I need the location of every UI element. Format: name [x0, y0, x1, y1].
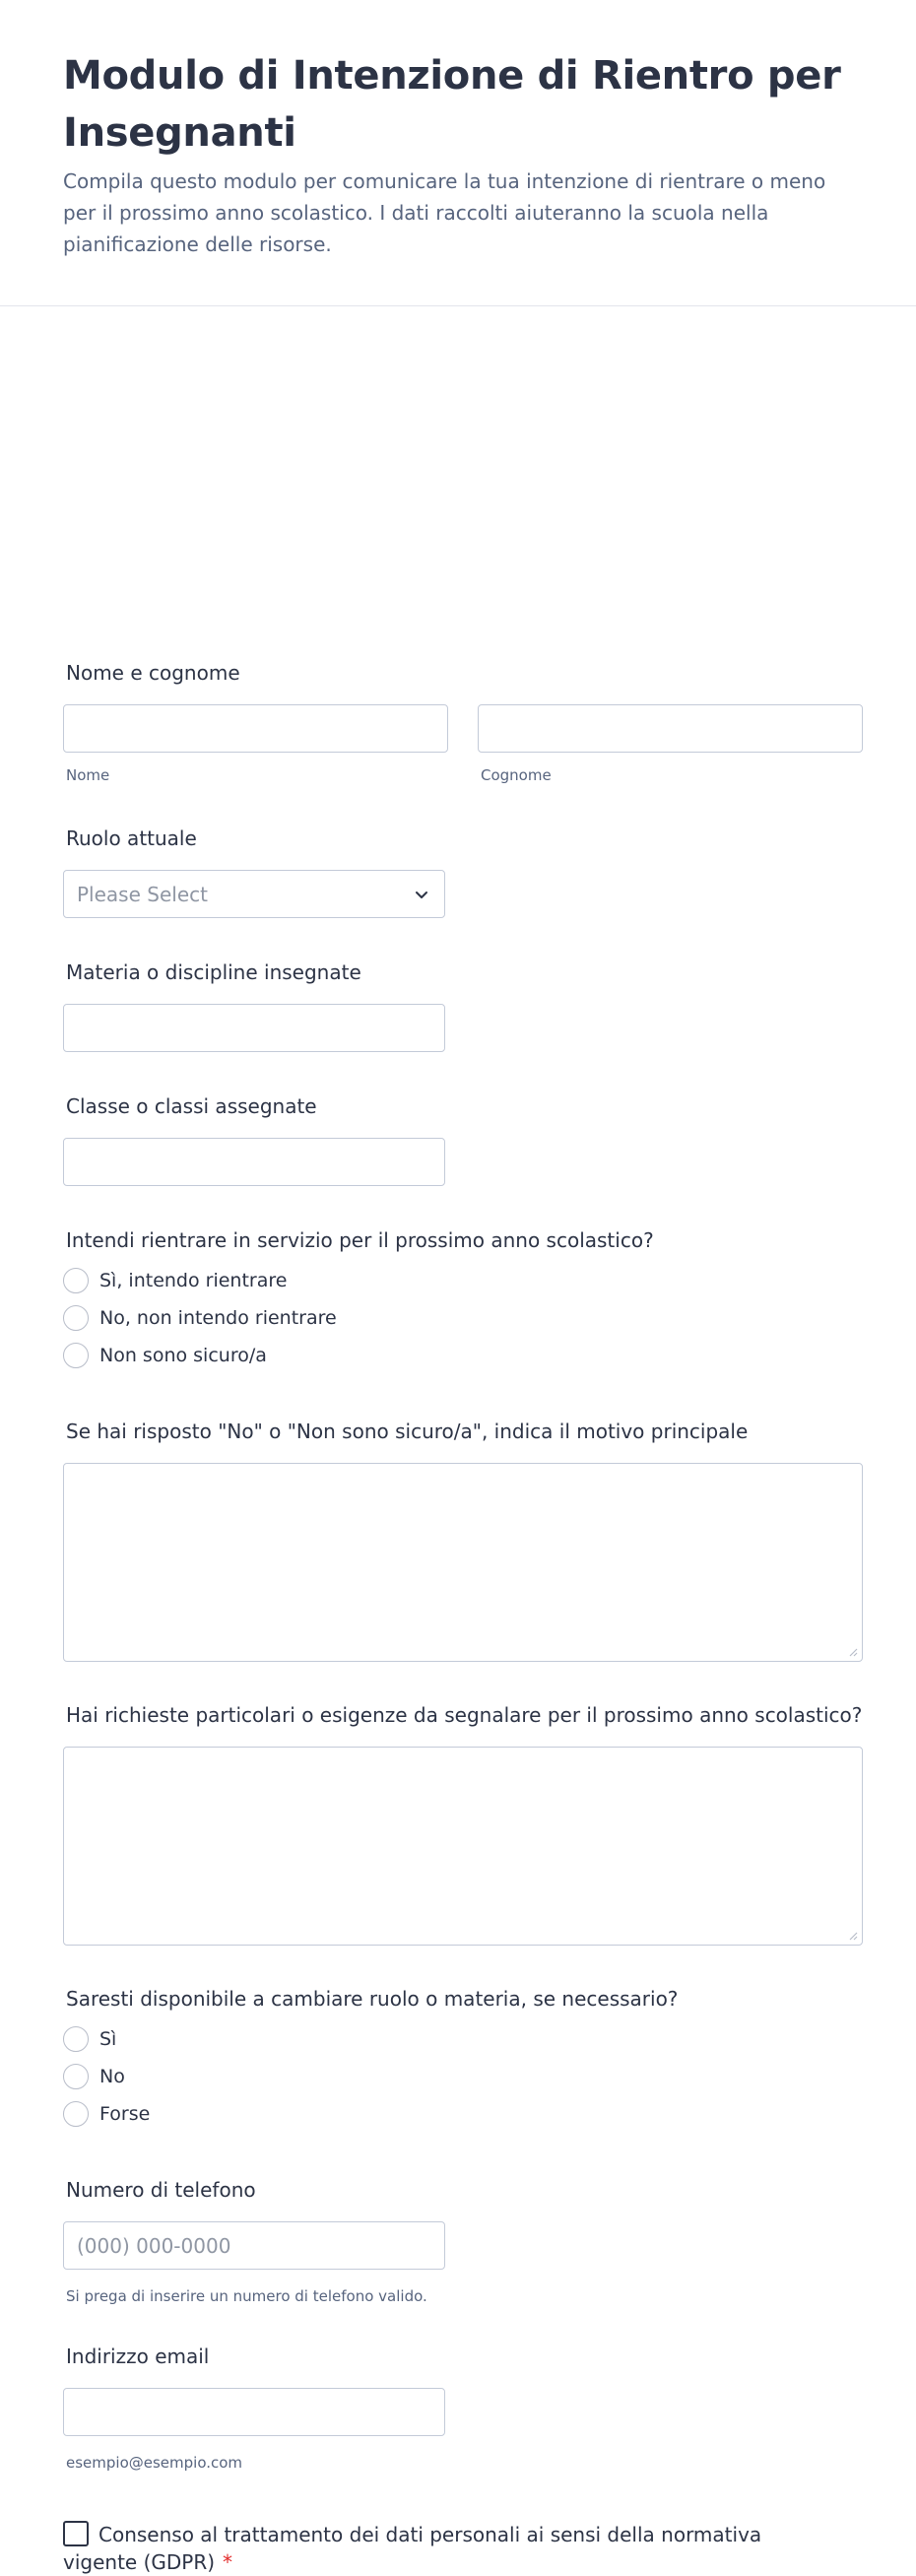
resize-grip-icon[interactable]	[848, 1647, 858, 1657]
classes-field	[63, 1092, 445, 1186]
form-header	[0, 0, 916, 306]
radio-label: No, non intendo rientrare	[99, 1307, 337, 1329]
reason-field	[63, 1418, 863, 1662]
return-intent-field	[63, 1226, 863, 1374]
phone-input[interactable]	[63, 2221, 445, 2270]
role-select[interactable]	[63, 870, 445, 918]
form-description: Compila questo modulo per comunicare la tua intenzione di rientrare o meno per il prossimo anno scolastico. I dati raccolti aiuteranno la scuola nella pianificazione delle risorse.	[63, 169, 826, 256]
radio-option-no-return[interactable]	[63, 1299, 863, 1337]
return-intent-label: Intendi rientrare in servizio per il prossimo anno scolastico?	[66, 1228, 654, 1252]
radio-label: Sì	[99, 2028, 117, 2050]
radio-option-yes-return[interactable]	[63, 1262, 863, 1299]
consent-field	[63, 2521, 772, 2576]
last-name-sublabel: Cognome	[481, 766, 552, 784]
consent-row	[63, 2521, 772, 2576]
consent-checkbox[interactable]	[63, 2521, 89, 2546]
subjects-input[interactable]	[63, 1004, 445, 1052]
radio-button[interactable]	[63, 1343, 89, 1368]
phone-hint: Si prega di inserire un numero di telefono valido.	[66, 2287, 427, 2305]
first-name-input[interactable]	[63, 704, 448, 753]
consent-label: Consenso al trattamento dei dati personali ai sensi della normativa vigente (GDPR)	[63, 2523, 762, 2574]
subjects-label: Materia o discipline insegnate	[66, 960, 361, 984]
radio-option-unsure[interactable]	[63, 1337, 863, 1374]
requests-textarea[interactable]	[63, 1747, 863, 1946]
email-label: Indirizzo email	[66, 2345, 210, 2368]
email-hint: esempio@esempio.com	[66, 2454, 243, 2472]
form-title: Modulo di Intenzione di Rientro per Insegnanti	[63, 53, 841, 156]
availability-field	[63, 1985, 863, 2133]
radio-button[interactable]	[63, 1268, 89, 1293]
classes-label: Classe o classi assegnate	[66, 1094, 317, 1118]
email-input[interactable]	[63, 2388, 445, 2436]
radio-label: No	[99, 2066, 125, 2087]
first-name-sublabel: Nome	[66, 766, 110, 784]
radio-label: Forse	[99, 2103, 151, 2125]
radio-option-forse[interactable]	[63, 2095, 863, 2133]
classes-input[interactable]	[63, 1138, 445, 1186]
required-mark: *	[223, 2550, 233, 2574]
role-label: Ruolo attuale	[66, 826, 197, 850]
radio-label: Non sono sicuro/a	[99, 1345, 267, 1366]
full-name-label: Nome e cognome	[66, 661, 240, 685]
phone-placeholder: (000) 000-0000	[77, 2233, 231, 2258]
role-field	[63, 825, 445, 918]
radio-option-no[interactable]	[63, 2058, 863, 2095]
chevron-down-icon	[413, 886, 430, 903]
resize-grip-icon[interactable]	[848, 1931, 858, 1941]
requests-field	[63, 1701, 863, 1946]
availability-label: Saresti disponibile a cambiare ruolo o materia, se necessario?	[66, 1987, 679, 2011]
full-name-field	[63, 659, 863, 784]
subjects-field	[63, 958, 445, 1052]
last-name-input[interactable]	[478, 704, 863, 753]
phone-label: Numero di telefono	[66, 2178, 256, 2202]
radio-button[interactable]	[63, 1305, 89, 1331]
radio-label: Sì, intendo rientrare	[99, 1270, 288, 1291]
reason-textarea[interactable]	[63, 1463, 863, 1662]
email-field	[63, 2343, 445, 2472]
role-selected-value: Please Select	[77, 882, 208, 906]
reason-label: Se hai risposto "No" o "Non sono sicuro/a", indica il motivo principale	[66, 1420, 749, 1443]
radio-button[interactable]	[63, 2101, 89, 2127]
radio-option-si[interactable]	[63, 2020, 863, 2058]
radio-button[interactable]	[63, 2064, 89, 2089]
phone-field	[63, 2176, 445, 2305]
requests-label: Hai richieste particolari o esigenze da segnalare per il prossimo anno scolastico?	[66, 1703, 863, 1727]
radio-button[interactable]	[63, 2026, 89, 2052]
